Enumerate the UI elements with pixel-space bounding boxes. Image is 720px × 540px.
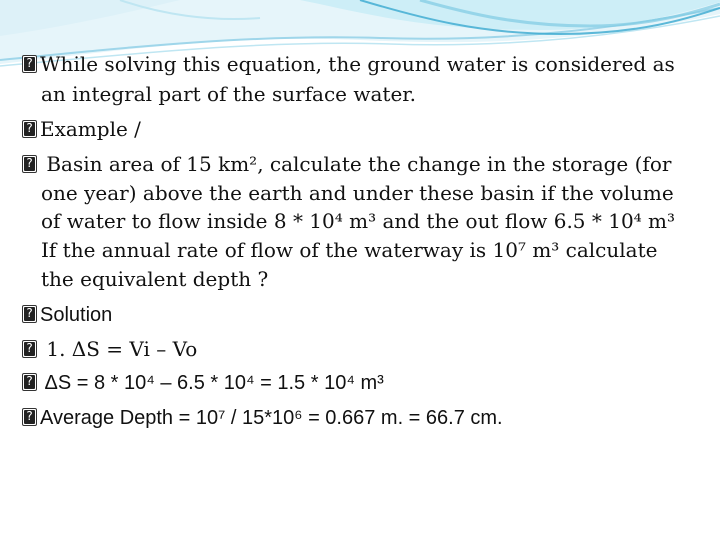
line-1-text: While solving this equation, the ground water is considered as bbox=[40, 52, 675, 76]
line-10-text: 1. ΔS = Vi – Vo bbox=[40, 337, 198, 361]
line-6-text: of water to flow inside 8 * 10⁴ m³ and the out flow 6.5 * 10⁴ m³ bbox=[41, 209, 676, 233]
bullet-icon bbox=[22, 373, 37, 391]
text-line-2 bbox=[41, 82, 416, 106]
line-11-text: ΔS = 8 * 10⁴ – 6.5 * 10⁴ = 1.5 * 10⁴ m³ bbox=[40, 372, 384, 394]
text-line-12 bbox=[22, 406, 503, 430]
text-line-6 bbox=[41, 209, 675, 233]
line-8-text: the equivalent depth ? bbox=[41, 267, 269, 291]
line-2-text: an integral part of the surface water. bbox=[41, 82, 417, 106]
line-7-text: If the annual rate of flow of the waterway is 10⁷ m³ calculate bbox=[41, 238, 658, 262]
line-4-text: Basin area of 15 km², calculate the change in the storage (for bbox=[40, 152, 672, 176]
bullet-icon bbox=[22, 120, 37, 138]
text-line-1 bbox=[22, 52, 675, 76]
bullet-icon bbox=[22, 305, 37, 323]
text-line-4 bbox=[22, 152, 671, 176]
bullet-icon bbox=[22, 408, 37, 426]
line-5-text: one year) above the earth and under these basin if the volume bbox=[41, 181, 674, 205]
line-12-text: Average Depth = 10⁷ / 15*10⁶ = 0.667 m. = 66.7 cm. bbox=[40, 407, 503, 429]
text-line-5 bbox=[41, 181, 674, 205]
text-line-10 bbox=[22, 337, 197, 361]
text-line-3 bbox=[22, 117, 141, 141]
bullet-icon bbox=[22, 340, 37, 358]
text-line-11 bbox=[22, 371, 384, 395]
line-9-text: Solution bbox=[40, 304, 113, 326]
bullet-icon bbox=[22, 155, 37, 173]
text-line-7 bbox=[41, 238, 657, 262]
bullet-icon bbox=[22, 55, 37, 73]
text-line-8 bbox=[41, 267, 268, 291]
text-line-9 bbox=[22, 303, 112, 327]
line-3-text: Example / bbox=[40, 117, 141, 141]
